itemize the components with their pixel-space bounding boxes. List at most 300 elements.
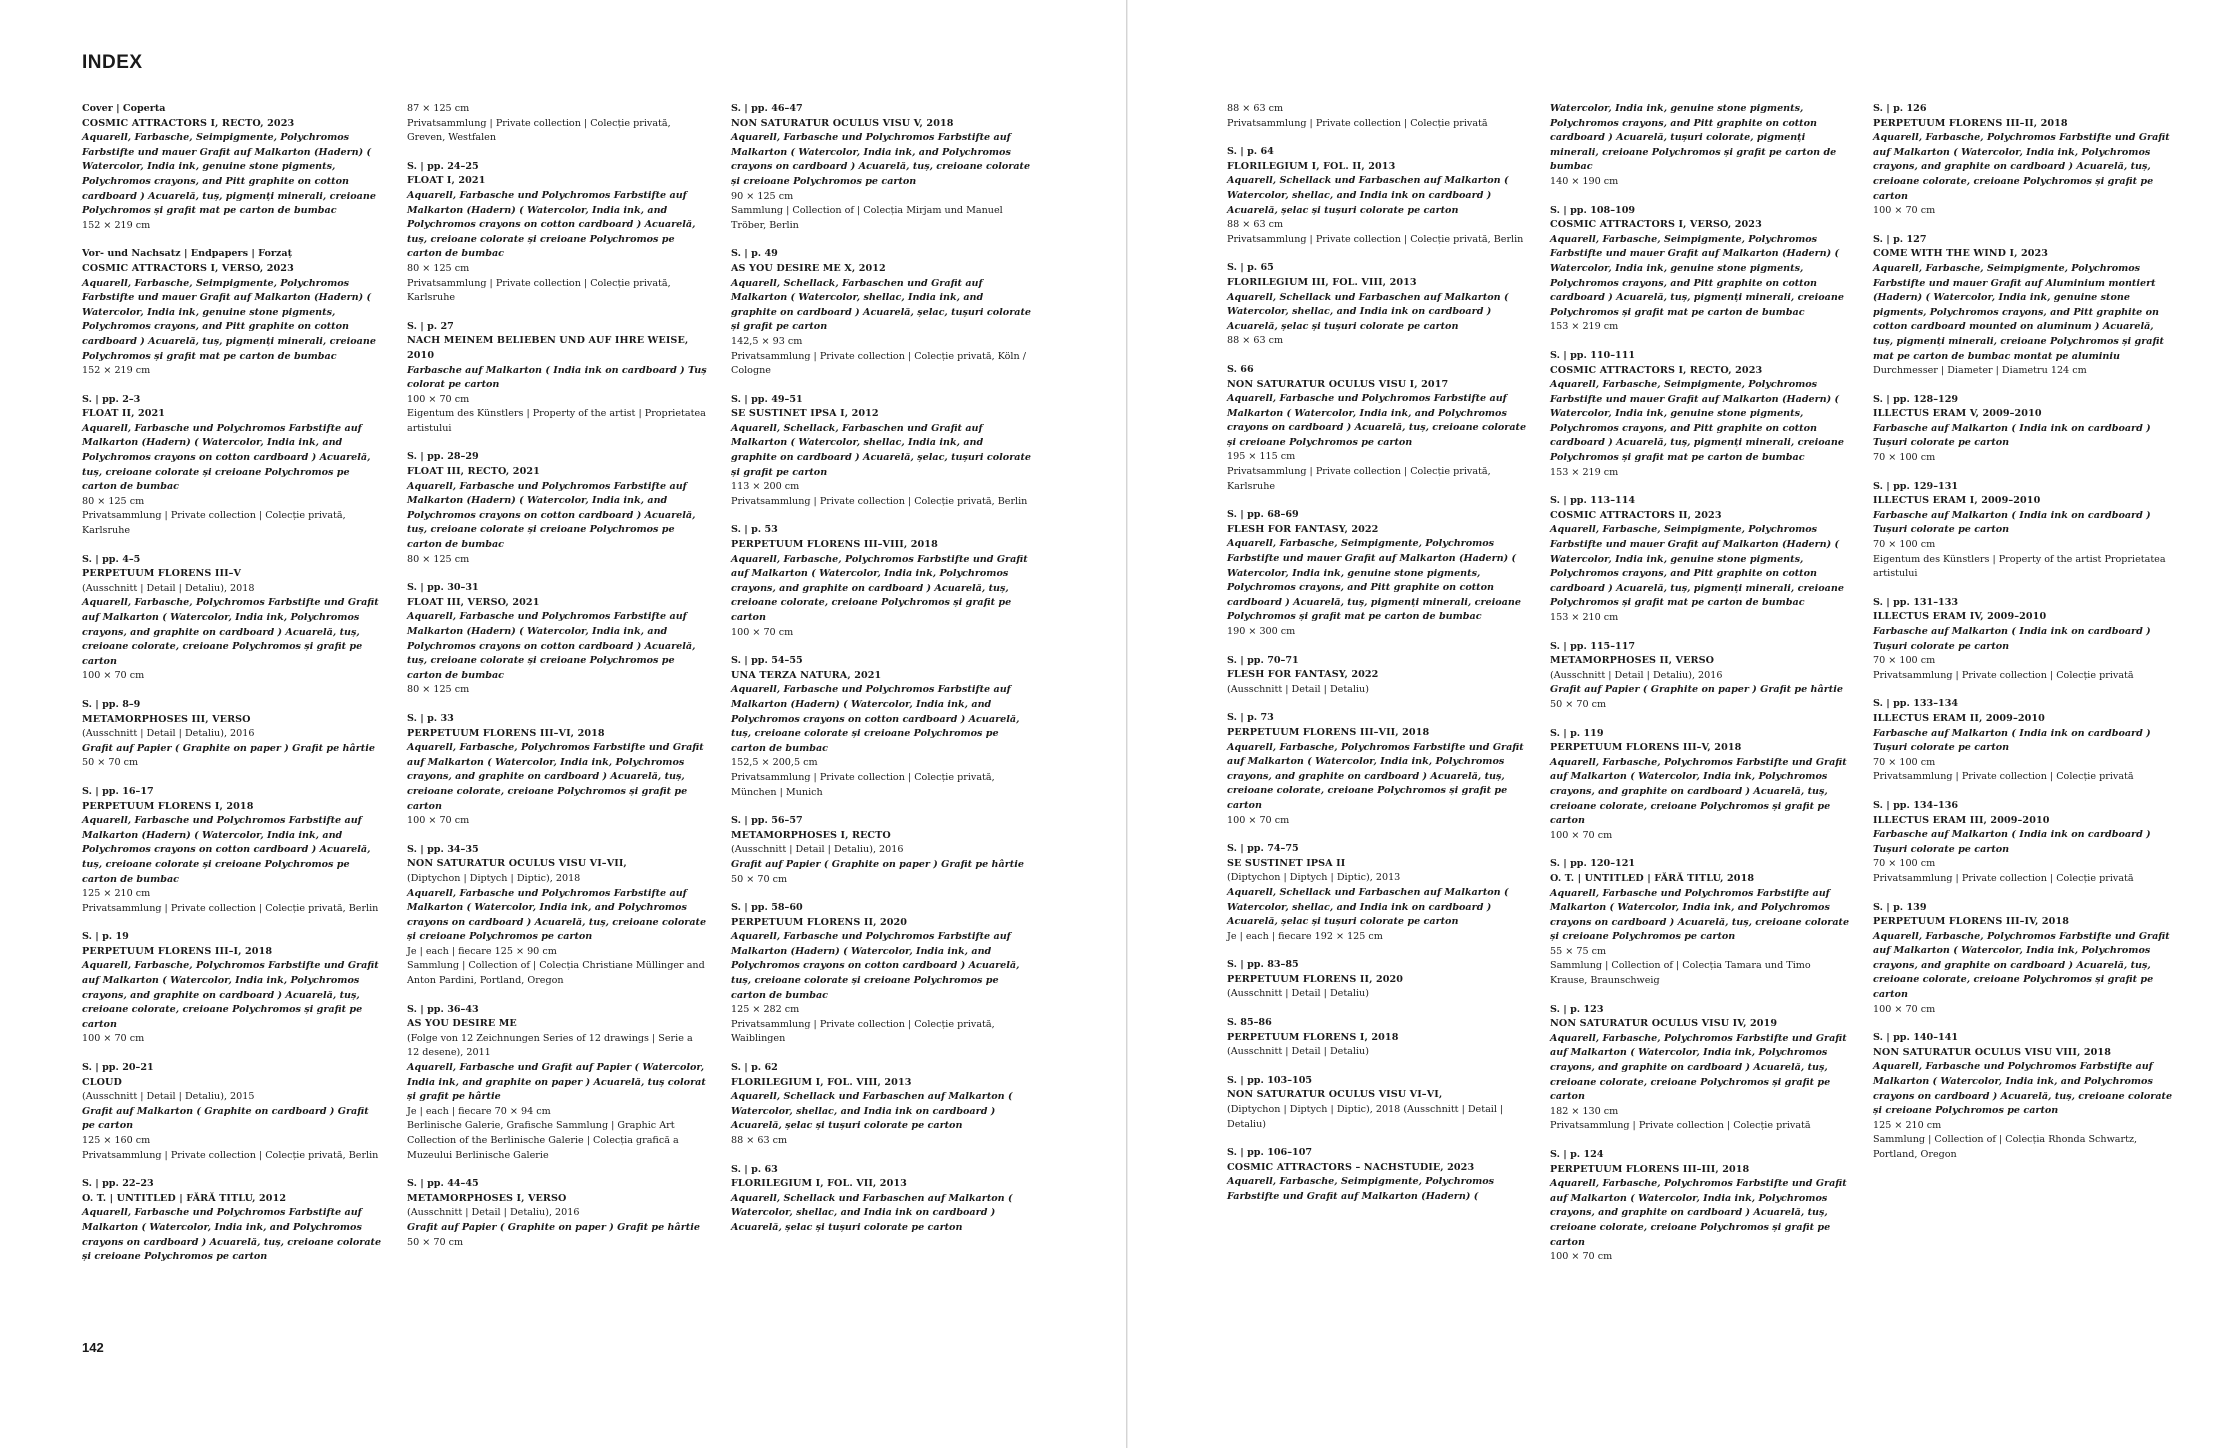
index-entry: [1873, 697, 2173, 785]
entry-dimensions: 153 × 219 cm: [1550, 466, 1619, 478]
index-entry: [1550, 640, 1850, 713]
entry-detail: (Diptychon | Diptych | Diptic), 2013: [1227, 872, 1401, 884]
entry-title: PERPETUUM FLORENS II, 2020: [1227, 973, 1404, 985]
entry-title: NON SATURATUR OCULUS VISU V, 2018: [731, 117, 954, 129]
entry-owner: Privatsammlung | Private collection | Colecție privată, Waiblingen: [731, 1018, 995, 1045]
entry-page-ref: S. | pp. 36–43: [407, 1003, 479, 1015]
entry-title: FLESH FOR FANTASY, 2022: [1227, 523, 1379, 535]
index-column: [82, 102, 382, 1279]
index-entry: [1227, 1016, 1527, 1060]
entry-medium: Aquarell, Farbasche, Seimpigmente, Polychromos Farbstifte und mauer Grafit auf Malkarton (Hadern) ( Watercolor, India ink, genuine stone pigments, Polychromos crayons, and Pitt graphite on cotton cardboard ) Acuarelă, tuș, pigmenți minerali, creioane Polychromos și grafit mat pe carton de bumbac: [1550, 379, 1844, 464]
entry-medium: Aquarell, Farbasche, Polychromos Farbstifte und Grafit auf Malkarton ( Watercolor, India ink, Polychromos crayons, and graphite on cardboard ) Acuarelă, tuș, creioane colorate, creioane Polychromos și grafit pe carton: [731, 553, 1028, 623]
entry-owner: Sammlung | Collection of | Colecția Christiane Müllinger and Anton Pardini, Portland, Oregon: [407, 960, 705, 987]
index-entry: [82, 930, 382, 1047]
entry-dimensions: 182 × 130 cm: [1550, 1105, 1619, 1117]
entry-page-ref: S. | p. 73: [1227, 712, 1274, 724]
entry-title: AS YOU DESIRE ME X, 2012: [731, 262, 886, 274]
entry-medium: Aquarell, Farbasche und Polychromos Farbstifte auf Malkarton ( Watercolor, India ink, and Polychromos crayons on cardboard ) Acuarelă, tuș, creioane colorate și creioane Polychromos pe carton: [407, 887, 707, 943]
index-entry: [407, 320, 707, 437]
entry-dimensions: 88 × 63 cm: [1227, 219, 1284, 231]
entry-title: FLORILEGIUM III, FOL. VIII, 2013: [1227, 276, 1417, 288]
entry-title: METAMORPHOSES II, VERSO: [1550, 655, 1715, 667]
index-entry: [1550, 727, 1850, 844]
entry-dimensions: 100 × 70 cm: [82, 670, 145, 682]
entry-detail: (Ausschnitt | Detail | Detaliu), 2015: [82, 1091, 255, 1103]
entry-medium: Aquarell, Schellack und Farbaschen auf Malkarton ( Watercolor, shellac, and India ink on cardboard ) Acuarelă, șelac și tușuri colorate pe carton: [1227, 886, 1509, 928]
entry-page-ref: S. | pp. 74–75: [1227, 843, 1299, 855]
entry-detail: (Diptychon | Diptych | Diptic), 2018 (Ausschnitt | Detail | Detaliu): [1227, 1104, 1504, 1130]
entry-page-ref: S. | pp. 103–105: [1227, 1074, 1313, 1086]
entry-medium: Aquarell, Schellack und Farbaschen auf Malkarton ( Watercolor, shellac, and India ink on cardboard ) Acuarelă, șelac și tușuri colorate pe carton: [1227, 175, 1509, 216]
entry-title: ILLECTUS ERAM II, 2009–2010: [1873, 712, 2045, 724]
entry-page-ref: S. | pp. 120–121: [1550, 858, 1636, 870]
entry-page-ref: S. | pp. 4–5: [82, 553, 141, 565]
entry-title: FLOAT I, 2021: [407, 175, 486, 187]
index-entry: [1873, 233, 2173, 379]
entry-title: PERPETUUM FLORENS III–IV, 2018: [1873, 916, 2069, 928]
entry-dimensions: 152 × 219 cm: [82, 365, 151, 377]
entry-medium: Farbasche auf Malkarton ( India ink on cardboard ) Tușuri colorate pe carton: [1873, 422, 2151, 449]
entry-title: PERPETUUM FLORENS III–V, 2018: [1550, 742, 1742, 754]
entry-medium: Aquarell, Farbasche, Polychromos Farbstifte und Grafit auf Malkarton ( Watercolor, India ink, Polychromos crayons, and graphite on cardboard ) Acuarelă, tuș, creioane colorate, creioane Polychromos și grafit pe carton: [1550, 1032, 1847, 1103]
entry-medium: Aquarell, Farbasche, Polychromos Farbstifte und Grafit auf Malkarton ( Watercolor, India ink, Polychromos crayons, and graphite on cardboard ) Acuarelă, tuș, creioane colorate, creioane Polychromos și grafit pe carton: [82, 960, 379, 1030]
entry-medium: Aquarell, Farbasche, Polychromos Farbstifte und Grafit auf Malkarton ( Watercolor, India ink, Polychromos crayons, and graphite on cardboard ) Acuarelă, tuș, creioane colorate, creioane Polychromos și grafit pe carton: [1550, 756, 1847, 827]
entry-page-ref: S. | pp. 30–31: [407, 582, 479, 594]
entry-page-ref: S. | pp. 58–60: [731, 902, 803, 914]
entry-dimensions: 80 × 125 cm: [82, 495, 145, 507]
entry-dimensions: 125 × 210 cm: [1873, 1119, 1942, 1131]
entry-owner: Privatsammlung | Private collection | Colecție privată, Berlin: [1227, 233, 1524, 245]
entry-medium: Aquarell, Farbasche und Polychromos Farbstifte auf Malkarton (Hadern) ( Watercolor, India ink, and Polychromos crayons on cotton cardboard ) Acuarelă, tuș, creioane colorate și creioane Polychromos pe carton de bumbac: [407, 611, 696, 681]
entry-page-ref: S. | p. 62: [731, 1062, 778, 1074]
entry-page-ref: Vor- und Nachsatz | Endpapers | Forzaț: [82, 248, 292, 260]
entry-medium: Aquarell, Schellack, Farbaschen und Grafit auf Malkarton ( Watercolor, shellac, India ink, and graphite on cardboard ) Acuarelă, șelac, tușuri colorate și grafit pe carton: [731, 277, 1031, 333]
entry-title: FLORILEGIUM I, FOL. VIII, 2013: [731, 1076, 912, 1088]
index-entry: [82, 247, 382, 378]
entry-medium: Farbasche auf Malkarton ( India ink on cardboard ) Tușuri colorate pe carton: [1873, 626, 2151, 652]
entry-page-ref: S. | p. 63: [731, 1163, 778, 1175]
index-entry: [1873, 480, 2173, 582]
entry-page-ref: S. | pp. 106–107: [1227, 1147, 1313, 1159]
entry-medium: Aquarell, Farbasche und Polychromos Farbstifte auf Malkarton (Hadern) ( Watercolor, India ink, and Polychromos crayons on cotton cardboard ) Acuarelă, tuș, creioane colorate și creioane Polychromos pe carton de bumbac: [731, 931, 1020, 1001]
entry-dimensions: 70 × 100 cm: [1873, 858, 1936, 870]
index-entry: [82, 393, 382, 539]
index-entry: [1873, 799, 2173, 887]
entry-dimensions: 100 × 70 cm: [1227, 814, 1290, 826]
entry-title: NON SATURATUR OCULUS VISU IV, 2019: [1550, 1018, 1778, 1030]
entry-title: METAMORPHOSES I, VERSO: [407, 1192, 567, 1204]
index-entry: [1873, 596, 2173, 684]
entry-dimensions: 70 × 100 cm: [1873, 539, 1936, 551]
entry-title: FLORILEGIUM I, FOL. II, 2013: [1227, 160, 1396, 172]
index-column: [1873, 102, 2173, 1177]
index-entry: [82, 785, 382, 916]
entry-dimensions: 70 × 100 cm: [1873, 756, 1936, 768]
entry-title: COSMIC ATTRACTORS I, RECTO, 2023: [82, 117, 295, 129]
entry-title: PERPETUUM FLORENS I, 2018: [82, 800, 254, 812]
entry-page-ref: S. | pp. 28–29: [407, 451, 479, 463]
index-entry: [1550, 349, 1850, 480]
entry-detail: (Ausschnitt | Detail | Detaliu), 2016: [407, 1207, 580, 1219]
entry-dimensions: 87 × 125 cm: [407, 103, 470, 114]
entry-dimensions: 125 × 160 cm: [82, 1135, 151, 1146]
entry-dimensions: 100 × 70 cm: [82, 1033, 145, 1045]
entry-title: PERPETUUM FLORENS III–III, 2018: [1550, 1163, 1750, 1175]
entry-title: COSMIC ATTRACTORS I, VERSO, 2023: [82, 262, 294, 274]
entry-medium: Farbasche auf Malkarton ( India ink on cardboard ) Tușuri colorate pe carton: [1873, 509, 2151, 536]
entry-dimensions: Je | each | fiecare 125 × 90 cm: [407, 945, 557, 957]
entry-owner: Privatsammlung | Private collection | Colecție privată: [1873, 872, 2134, 884]
entry-page-ref: S. | pp. 128–129: [1873, 393, 1959, 405]
entry-dimensions: 195 × 115 cm: [1227, 451, 1296, 463]
entry-owner: Privatsammlung | Private collection | Colecție privată, Berlin: [82, 1149, 379, 1161]
index-entry: [407, 1177, 707, 1250]
entry-page-ref: S. | p. 123: [1550, 1003, 1604, 1015]
entry-title: ILLECTUS ERAM I, 2009–2010: [1873, 495, 2041, 507]
entry-medium: Aquarell, Farbasche und Polychromos Farbstifte auf Malkarton (Hadern) ( Watercolor, India ink, and Polychromos crayons on cotton cardboard ) Acuarelă, tuș, creioane colorate și creioane Polychromos pe carton de bumbac: [82, 422, 371, 493]
entry-page-ref: S. | p. 65: [1227, 262, 1274, 274]
entry-page-ref: S. | pp. 2–3: [82, 393, 141, 405]
entry-title: O. T. | UNTITLED | FĂRĂ TITLU, 2012: [82, 1192, 287, 1204]
entry-medium: Aquarell, Farbasche, Polychromos Farbstifte und Grafit auf Malkarton ( Watercolor, India ink, Polychromos crayons, and graphite on cardboard ) Acuarelă, tuș, creioane colorate, creioane Polychromos și grafit pe carton: [82, 597, 379, 667]
entry-title: PERPETUUM FLORENS I, 2018: [1227, 1031, 1399, 1043]
entry-page-ref: S. | p. 64: [1227, 146, 1274, 158]
index-entry: [1227, 1146, 1527, 1204]
entry-title: PERPETUUM FLORENS III–VII, 2018: [1227, 726, 1430, 738]
index-entry: [731, 393, 1031, 510]
entry-title: COME WITH THE WIND I, 2023: [1873, 248, 2049, 260]
entry-dimensions: 90 × 125 cm: [731, 190, 794, 202]
index-entry: [731, 814, 1031, 887]
entry-owner: Privatsammlung | Private collection | Colecție privată, Karlsruhe: [82, 510, 346, 537]
index-entry: [1550, 494, 1850, 625]
index-entry: [407, 712, 707, 829]
entry-title: FLORILEGIUM I, FOL. VII, 2013: [731, 1178, 907, 1190]
entry-title: CLOUD: [82, 1076, 122, 1088]
entry-owner: Privatsammlung | Private collection | Colecție privată, Berlin: [731, 495, 1028, 507]
entry-dimensions: 152,5 × 200,5 cm: [731, 757, 818, 769]
index-heading: INDEX: [82, 52, 143, 73]
entry-page-ref: S. | p. 126: [1873, 103, 1927, 114]
entry-detail: (Ausschnitt | Detail | Detaliu): [1227, 683, 1369, 695]
entry-title: PERPETUUM FLORENS III–VI, 2018: [407, 727, 605, 739]
entry-page-ref: S. | p. 127: [1873, 233, 1927, 245]
index-entry: [1227, 363, 1527, 494]
index-entry: [731, 1163, 1031, 1236]
index-entry: [407, 160, 707, 306]
entry-owner: Sammlung | Collection of | Colecția Tamara und Timo Krause, Braunschweig: [1550, 960, 1811, 987]
entry-title: UNA TERZA NATURA, 2021: [731, 669, 882, 681]
entry-dimensions: 125 × 210 cm: [82, 888, 151, 900]
entry-title: METAMORPHOSES I, RECTO: [731, 829, 891, 841]
entry-dimensions: 100 × 70 cm: [1550, 1251, 1613, 1263]
entry-title: PERPETUUM FLORENS III–II, 2018: [1873, 117, 2068, 129]
entry-dimensions: 100 × 70 cm: [1873, 205, 1936, 217]
entry-title: ILLECTUS ERAM V, 2009–2010: [1873, 408, 2042, 420]
entry-page-ref: S. | pp. 46–47: [731, 103, 803, 114]
entry-medium: Aquarell, Farbasche, Polychromos Farbstifte und Grafit auf Malkarton ( Watercolor, India ink, Polychromos crayons, and graphite on cardboard ) Acuarelă, tuș, creioane colorate, creioane Polychromos și grafit pe carton: [1873, 132, 2170, 202]
entry-title: NON SATURATUR OCULUS VISU VI–VI,: [1227, 1089, 1443, 1101]
entry-page-ref: S. | pp. 44–45: [407, 1178, 479, 1190]
entry-medium: Aquarell, Farbasche, Seimpigmente, Polychromos Farbstifte und mauer Grafit auf Malkarton (Hadern) ( Watercolor, India ink, genuine stone pigments, Polychromos crayons, and Pitt graphite on cotton cardboard ) Acuarelă, tuș, pigmenți minerali, creioane Polychromos și grafit mat pe carton de bumbac: [82, 277, 376, 362]
entry-dimensions: 100 × 70 cm: [1550, 829, 1613, 841]
entry-title: FLOAT III, RECTO, 2021: [407, 466, 540, 478]
index-entry: [407, 843, 707, 989]
entry-page-ref: S. | p. 124: [1550, 1149, 1604, 1160]
entry-owner: Privatsammlung | Private collection | Colecție privată, Greven, Westfalen: [407, 117, 671, 144]
entry-page-ref: S. 85–86: [1227, 1017, 1272, 1029]
entry-medium: Aquarell, Farbasche, Seimpigmente, Polychromos Farbstifte und Grafit auf Malkarton (Hadern) (: [1227, 1176, 1495, 1202]
entry-dimensions: 100 × 70 cm: [1873, 1003, 1936, 1015]
entry-page-ref: S. | pp. 22–23: [82, 1178, 154, 1190]
entry-dimensions: 140 × 190 cm: [1550, 175, 1619, 187]
index-entry: [1550, 102, 1850, 190]
entry-page-ref: S. | p. 19: [82, 931, 129, 943]
entry-dimensions: 70 × 100 cm: [1873, 655, 1936, 667]
entry-title: ILLECTUS ERAM III, 2009–2010: [1873, 814, 2050, 826]
index-entry: [82, 698, 382, 771]
entry-detail: (Diptychon | Diptych | Diptic), 2018: [407, 872, 581, 884]
entry-title: PERPETUUM FLORENS II, 2020: [731, 916, 908, 928]
index-entry: [1873, 102, 2173, 219]
entry-title: COSMIC ATTRACTORS II, 2023: [1550, 509, 1722, 521]
entry-medium: Aquarell, Farbasche, Polychromos Farbstifte und Grafit auf Malkarton ( Watercolor, India ink, Polychromos crayons, and graphite on cardboard ) Acuarelă, tuș, creioane colorate, creioane Polychromos și grafit pe carton: [1227, 741, 1524, 811]
entry-dimensions: 55 × 75 cm: [1550, 945, 1607, 957]
entry-title: METAMORPHOSES III, VERSO: [82, 713, 251, 725]
entry-medium: Aquarell, Farbasche und Polychromos Farbstifte auf Malkarton (Hadern) ( Watercolor, India ink, and Polychromos crayons on cotton cardboard ) Acuarelă, tuș, creioane colorate și creioane Polychromos pe carton de bumbac: [407, 480, 696, 551]
entry-page-ref: S. | pp. 49–51: [731, 393, 803, 405]
entry-medium: Grafit auf Papier ( Graphite on paper ) Grafit pe hârtie: [82, 742, 375, 754]
index-entry: [82, 553, 382, 684]
entry-page-ref: S. | pp. 110–111: [1550, 349, 1636, 361]
entry-medium: Watercolor, India ink, genuine stone pigments, Polychromos crayons, and Pitt graphite on cotton cardboard ) Acuarelă, tușuri colorate, pigmenți minerali, creioane Polychromos și grafit pe carton de bumbac: [1550, 103, 1837, 173]
entry-owner: Privatsammlung | Private collection | Colecție privată, Karlsruhe: [407, 277, 671, 304]
entry-page-ref: S. | pp. 134–136: [1873, 799, 1959, 811]
index-entry: [407, 102, 707, 146]
index-entry: [407, 581, 707, 698]
entry-dimensions: 100 × 70 cm: [407, 815, 470, 827]
index-column: [1227, 102, 1527, 1219]
entry-dimensions: 50 × 70 cm: [82, 757, 139, 769]
entry-page-ref: S. | pp. 20–21: [82, 1062, 154, 1074]
entry-owner: Eigentum des Künstlers | Property of the artist | Proprietatea artistului: [407, 408, 706, 434]
entry-medium: Aquarell, Farbasche und Polychromos Farbstifte auf Malkarton ( Watercolor, India ink, and Polychromos crayons on cardboard ) Acuarelă, tuș, creioane colorate și creioane Polychromos pe carton: [1873, 1061, 2173, 1117]
entry-title: FLESH FOR FANTASY, 2022: [1227, 669, 1379, 681]
entry-medium: Aquarell, Farbasche und Polychromos Farbstifte auf Malkarton ( Watercolor, India ink, and Polychromos crayons on cardboard ) Acuarelă, tuș, creioane colorate și creioane Polychromos pe carton: [1550, 887, 1850, 943]
index-entry: [1873, 1031, 2173, 1162]
index-entry: [1227, 842, 1527, 944]
entry-medium: Farbasche auf Malkarton ( India ink on cardboard ) Tușuri colorate pe carton: [1873, 829, 2151, 855]
entry-page-ref: S. | p. 53: [731, 524, 778, 536]
entry-owner: Eigentum des Künstlers | Property of the artist Proprietatea artistului: [1873, 553, 2166, 580]
entry-dimensions: Durchmesser | Diameter | Diametru 124 cm: [1873, 365, 2087, 377]
entry-medium: Grafit auf Papier ( Graphite on paper ) Grafit pe hârtie: [731, 858, 1024, 870]
entry-medium: Aquarell, Farbasche und Polychromos Farbstifte auf Malkarton (Hadern) ( Watercolor, India ink, and Polychromos crayons on cotton cardboard ) Acuarelă, tuș, creioane colorate și creioane Polychromos pe carton de bumbac: [407, 189, 696, 260]
entry-dimensions: 153 × 219 cm: [1550, 321, 1619, 333]
entry-title: COSMIC ATTRACTORS I, VERSO, 2023: [1550, 219, 1762, 231]
entry-medium: Aquarell, Farbasche, Seimpigmente, Polychromos Farbstifte und mauer Grafit auf Malkarton (Hadern) ( Watercolor, India ink, genuine stone pigments, Polychromos crayons, and Pitt graphite on cotton cardboard ) Acuarelă, tuș, pigmenți minerali, creioane Polychromos și grafit mat pe carton de bumbac: [1550, 524, 1844, 609]
entry-dimensions: 125 × 282 cm: [731, 1004, 800, 1016]
entry-dimensions: 88 × 63 cm: [1227, 335, 1284, 347]
entry-owner: Privatsammlung | Private collection | Colecție privată, Karlsruhe: [1227, 466, 1491, 492]
entry-medium: Aquarell, Farbasche und Polychromos Farbstifte auf Malkarton ( Watercolor, India ink, and Polychromos crayons on cardboard ) Acuarelă, tuș, creioane colorate și creioane Polychromos pe carton: [1227, 393, 1527, 448]
entry-title: PERPETUUM FLORENS III–V: [82, 568, 242, 580]
entry-owner: Privatsammlung | Private collection | Colecție privată, München | Munich: [731, 771, 995, 798]
entry-dimensions: Je | each | fiecare 192 × 125 cm: [1227, 930, 1383, 942]
entry-title: NON SATURATUR OCULUS VISU VI–VII,: [407, 858, 627, 870]
entry-page-ref: S. | pp. 115–117: [1550, 640, 1636, 652]
entry-dimensions: 142,5 × 93 cm: [731, 335, 803, 347]
index-entry: [1227, 711, 1527, 828]
entry-title: PERPETUUM FLORENS III–VIII, 2018: [731, 539, 938, 551]
entry-page-ref: S. | pp. 68–69: [1227, 509, 1299, 521]
index-entry: [731, 102, 1031, 233]
entry-medium: Farbasche auf Malkarton ( India ink on cardboard ) Tuș colorat pe carton: [407, 364, 707, 391]
index-entry: [407, 450, 707, 567]
entry-page-ref: S. | p. 119: [1550, 727, 1604, 739]
entry-dimensions: 70 × 100 cm: [1873, 452, 1936, 464]
entry-page-ref: S. | pp. 54–55: [731, 655, 803, 667]
entry-page-ref: S. | p. 139: [1873, 901, 1927, 913]
index-entry: [1550, 204, 1850, 335]
entry-dimensions: 152 × 219 cm: [82, 219, 151, 231]
entry-medium: Aquarell, Schellack und Farbaschen auf Malkarton ( Watercolor, shellac, and India ink on cardboard ) Acuarelă, șelac și tușuri colorate pe carton: [731, 1091, 1013, 1132]
entry-medium: Grafit auf Papier ( Graphite on paper ) Grafit pe hârtie: [1550, 684, 1843, 696]
entry-medium: Aquarell, Farbasche, Polychromos Farbstifte und Grafit auf Malkarton ( Watercolor, India ink, Polychromos crayons, and graphite on cardboard ) Acuarelă, tuș, creioane colorate, creioane Polychromos și grafit pe carton: [407, 742, 704, 812]
entry-detail: (Ausschnitt | Detail | Detaliu): [1227, 1046, 1369, 1058]
entry-page-ref: S. | pp. 16–17: [82, 785, 154, 797]
index-entry: [1227, 102, 1527, 131]
entry-page-ref: S. | p. 49: [731, 248, 778, 260]
entry-title: NON SATURATUR OCULUS VISU VIII, 2018: [1873, 1046, 2111, 1058]
entry-title: O. T. | UNTITLED | FĂRĂ TITLU, 2018: [1550, 872, 1755, 884]
entry-page-ref: S. | pp. 131–133: [1873, 596, 1959, 608]
entry-owner: Privatsammlung | Private collection | Colecție privată: [1550, 1120, 1811, 1132]
entry-title: PERPETUUM FLORENS III–I, 2018: [82, 945, 273, 957]
entry-medium: Aquarell, Schellack, Farbaschen und Grafit auf Malkarton ( Watercolor, shellac, India ink, and graphite on cardboard ) Acuarelă, șelac, tușuri colorate și grafit pe carton: [731, 422, 1031, 478]
index-entry: [1227, 261, 1527, 349]
index-entry: [731, 901, 1031, 1047]
entry-dimensions: 50 × 70 cm: [407, 1236, 464, 1248]
entry-title: AS YOU DESIRE ME: [407, 1018, 517, 1030]
index-entry: [731, 247, 1031, 378]
entry-medium: Aquarell, Farbasche und Polychromos Farbstifte auf Malkarton (Hadern) ( Watercolor, India ink, and Polychromos crayons on cotton cardboard ) Acuarelă, tuș, creioane colorate și creioane Polychromos pe carton de bumbac: [731, 684, 1020, 754]
entry-detail: (Folge von 12 Zeichnungen Series of 12 drawings | Serie a 12 desene), 2011: [407, 1032, 693, 1059]
entry-title: SE SUSTINET IPSA I, 2012: [731, 408, 879, 420]
index-entry: [82, 102, 382, 233]
entry-page-ref: S. | pp. 56–57: [731, 815, 803, 827]
entry-page-ref: S. | pp. 83–85: [1227, 959, 1299, 971]
entry-detail: (Ausschnitt | Detail | Detaliu), 2016: [82, 728, 255, 740]
entry-medium: Farbasche auf Malkarton ( India ink on cardboard ) Tușuri colorate pe carton: [1873, 727, 2151, 754]
entry-dimensions: 88 × 63 cm: [731, 1135, 788, 1146]
page-number: 142: [82, 1340, 104, 1355]
entry-title: COSMIC ATTRACTORS I, RECTO, 2023: [1550, 364, 1763, 376]
index-entry: [1227, 654, 1527, 698]
index-entry: [407, 1003, 707, 1164]
entry-page-ref: S. | pp. 129–131: [1873, 480, 1959, 492]
entry-page-ref: S. | pp. 24–25: [407, 160, 479, 172]
index-entry: [82, 1061, 382, 1163]
index-column: [1550, 102, 1850, 1279]
entry-title: FLOAT II, 2021: [82, 408, 166, 420]
index-entry: [82, 1177, 382, 1265]
entry-medium: Grafit auf Malkarton ( Graphite on cardboard ) Grafit pe carton: [82, 1105, 369, 1132]
entry-medium: Aquarell, Farbasche, Seimpigmente, Polychromos Farbstifte und mauer Grafit auf Malkarton (Hadern) ( Watercolor, India ink, genuine stone pigments, Polychromos crayons, and Pitt graphite on cotton cardboard ) Acuarelă, tuș, pigmenți minerali, creioane Polychromos și grafit mat pe carton de bumbac: [1227, 538, 1521, 623]
entry-medium: Aquarell, Farbasche, Seimpigmente, Polychromos Farbstifte und mauer Grafit auf Malkarton (Hadern) ( Watercolor, India ink, genuine stone pigments, Polychromos crayons, and Pitt graphite on cotton cardboard ) Acuarelă, tuș, pigmenți minerali, creioane Polychromos și grafit mat pe carton de bumbac: [1550, 233, 1844, 318]
entry-owner: Privatsammlung | Private collection | Colecție privată, Berlin: [82, 902, 379, 914]
entry-page-ref: S. | pp. 113–114: [1550, 495, 1636, 507]
entry-medium: Grafit auf Papier ( Graphite on paper ) Grafit pe hârtie: [407, 1221, 700, 1233]
entry-dimensions: 80 × 125 cm: [407, 262, 470, 274]
index-entry: [1550, 1003, 1850, 1134]
entry-medium: Aquarell, Farbasche und Grafit auf Papier ( Watercolor, India ink, and graphite on paper ) Acuarelă, tuș colorat și grafit pe hârtie: [407, 1062, 706, 1103]
index-entry: [1873, 901, 2173, 1018]
entry-title: COSMIC ATTRACTORS – NACHSTUDIE, 2023: [1227, 1161, 1475, 1173]
entry-detail: (Ausschnitt | Detail | Detaliu), 2016: [731, 844, 904, 856]
index-entry: [1227, 958, 1527, 1002]
entry-dimensions: 50 × 70 cm: [731, 873, 788, 885]
entry-owner: Privatsammlung | Private collection | Colecție privată, Köln / Cologne: [731, 350, 1026, 377]
entry-dimensions: 80 × 125 cm: [407, 684, 470, 696]
entry-page-ref: S. | pp. 133–134: [1873, 698, 1959, 710]
entry-dimensions: Je | each | fiecare 70 × 94 cm: [407, 1105, 551, 1117]
entry-medium: Aquarell, Farbasche und Polychromos Farbstifte auf Malkarton (Hadern) ( Watercolor, India ink, and Polychromos crayons on cotton cardboard ) Acuarelă, tuș, creioane colorate și creioane Polychromos pe carton de bumbac: [82, 815, 371, 885]
index-entry: [1227, 145, 1527, 247]
entry-medium: Aquarell, Farbasche, Polychromos Farbstifte und Grafit auf Malkarton ( Watercolor, India ink, Polychromos crayons, and graphite on cardboard ) Acuarelă, tuș, creioane colorate, creioane Polychromos și grafit pe carton: [1873, 930, 2170, 1001]
entry-page-ref: S. 66: [1227, 363, 1254, 375]
entry-page-ref: S. | pp. 108–109: [1550, 204, 1636, 216]
index-entry: [731, 654, 1031, 800]
entry-page-ref: S. | pp. 8–9: [82, 698, 141, 710]
entry-medium: Aquarell, Farbasche und Polychromos Farbstifte auf Malkarton ( Watercolor, India ink, and Polychromos crayons on cardboard ) Acuarelă, tuș, creioane colorate și creioane Polychromos pe carton: [82, 1207, 382, 1263]
entry-page-ref: S. | pp. 34–35: [407, 843, 479, 855]
entry-dimensions: 153 × 210 cm: [1550, 612, 1619, 623]
entry-medium: Aquarell, Farbasche, Seimpigmente, Polychromos Farbstifte und mauer Grafit auf Aluminium montiert (Hadern) ( Watercolor, India ink, genuine stone pigments, Polychromos crayons, and Pitt graphite on cotton cardboard mounted on aluminum ) Acuarelă, tuș, pigmenți minerali, creioane Polychromos și grafit mat pe carton de bumbac montat pe aluminiu: [1873, 262, 2164, 362]
entry-title: ILLECTUS ERAM IV, 2009–2010: [1873, 611, 2047, 623]
entry-owner: Privatsammlung | Private collection | Colecție privată: [1873, 669, 2134, 681]
index-entry: [1227, 508, 1527, 639]
entry-medium: Aquarell, Schellack und Farbaschen auf Malkarton ( Watercolor, shellac, and India ink on cardboard ) Acuarelă, șelac și tușuri colorate pe carton: [731, 1192, 1013, 1233]
entry-title: NACH MEINEM BELIEBEN UND AUF IHRE WEISE, 2010: [407, 335, 689, 361]
entry-dimensions: 100 × 70 cm: [731, 626, 794, 638]
entry-dimensions: 113 × 200 cm: [731, 481, 800, 493]
entry-owner: Sammlung | Collection of | Colecția Rhonda Schwartz, Portland, Oregon: [1873, 1134, 2138, 1160]
entry-dimensions: 50 × 70 cm: [1550, 698, 1607, 710]
entry-medium: Aquarell, Farbasche, Polychromos Farbstifte und Grafit auf Malkarton ( Watercolor, India ink, Polychromos crayons, and graphite on cardboard ) Acuarelă, tuș, creioane colorate, creioane Polychromos și grafit pe carton: [1550, 1178, 1847, 1248]
entry-title: NON SATURATUR OCULUS VISU I, 2017: [1227, 378, 1449, 390]
entry-dimensions: 80 × 125 cm: [407, 553, 470, 565]
entry-owner: Berlinische Galerie, Grafische Sammlung | Graphic Art Collection of the Berlinische Galerie | Colecția grafică a Muzeului Berlinische Galerie: [407, 1120, 679, 1161]
entry-page-ref: Cover | Coperta: [82, 103, 166, 114]
entry-title: FLOAT III, VERSO, 2021: [407, 596, 540, 608]
entry-owner: Privatsammlung | Private collection | Colecție privată: [1227, 117, 1488, 129]
entry-owner: Privatsammlung | Private collection | Colecție privată: [1873, 771, 2134, 783]
entry-dimensions: 100 × 70 cm: [407, 393, 470, 405]
entry-medium: Aquarell, Farbasche, Seimpigmente, Polychromos Farbstifte und mauer Grafit auf Malkarton (Hadern) ( Watercolor, India ink, genuine stone pigments, Polychromos crayons, and Pitt graphite on cotton cardboard ) Acuarelă, tuș, pigmenți minerali, creioane Polychromos și grafit mat pe carton de bumbac: [82, 132, 376, 217]
entry-detail: (Ausschnitt | Detail | Detaliu): [1227, 988, 1369, 1000]
entry-title: SE SUSTINET IPSA II: [1227, 857, 1346, 869]
index-column: [731, 102, 1031, 1250]
index-entry: [1227, 1074, 1527, 1132]
index-entry: [1550, 857, 1850, 988]
index-entry: [731, 1061, 1031, 1149]
entry-page-ref: S. | p. 33: [407, 712, 454, 724]
right-page: [1128, 0, 2240, 1448]
entry-owner: Sammlung | Collection of | Colecția Mirjam und Manuel Tröber, Berlin: [731, 205, 1003, 231]
entry-medium: Aquarell, Schellack und Farbaschen auf Malkarton ( Watercolor, shellac, and India ink on cardboard ) Acuarelă, șelac și tușuri colorate pe carton: [1227, 291, 1509, 332]
entry-detail: (Ausschnitt | Detail | Detaliu), 2016: [1550, 669, 1723, 681]
